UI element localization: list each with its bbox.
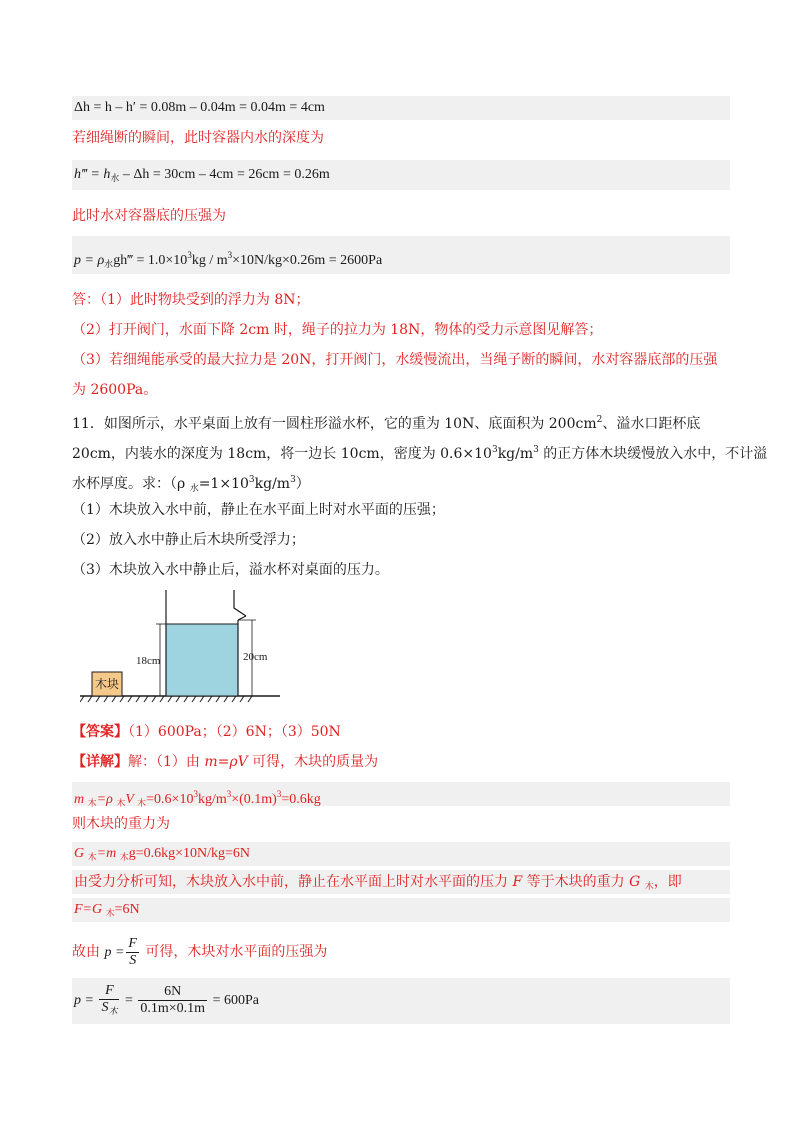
q11-b1: 20cm，内装水的深度为 18cm，将一边长 10cm，密度为 0.6×10 [72,446,492,462]
overflow-cup-figure [80,588,280,708]
pi-frac-den: S [129,952,137,968]
answer-line [72,722,341,742]
wood-block-label: 木块 [94,677,120,691]
pi-frac-num: F [128,935,137,951]
cup-spout-lip [238,616,246,620]
g-sub2: 木 [119,852,129,862]
m-b: =ρ [96,792,117,807]
pf-frac2 [138,984,207,1017]
pressure-intro: 故由 p = $\frac{F}{S}$ 可得，木块对水平面的压强为 [72,935,328,968]
answer-2: （2）打开阀门，水面下降 2cm 时，绳子的拉力为 18N，物体的受力示意图见解答； [72,322,603,338]
q11-a: 11．如图所示，水平桌面上放有一圆柱形溢水杯，它的重为 10N、底面积为 200cm [72,416,597,432]
pf-num1: F [99,983,119,1000]
g-c: g=0.6kg×10N/kg=6N [128,846,251,861]
m-sup2: 3 [226,789,232,799]
pf-den2: 0.1m×0.1m [140,1001,206,1017]
final-pressure-formula [72,978,730,1024]
gravity-intro: 则木块的重力为 [72,816,170,832]
m-sub3: 木 [137,798,147,808]
m-sup3: 3 [276,789,282,799]
q11-c1: 水杯厚度。求：（ρ [72,476,190,492]
ground-hatch [80,696,252,702]
q11-b-sup1: 3 [491,445,498,455]
pf-frac1 [99,983,119,1019]
m-d: =0.6×10 [146,792,194,807]
force-intro [72,870,730,894]
cup-water [166,624,238,696]
formula-depth-rest: – Δh = 30cm – 4cm = 26cm = 0.26m [119,167,330,182]
question-11-line3 [72,470,310,499]
fi-a: 由受力分析可知，木块放入水中前，静止在水平面上时对水平面的压力 [74,874,513,890]
pf-den1: S [101,999,109,1015]
pi-b: 可得，木块对水平面的压强为 [140,944,328,960]
fp-sup: 3 [187,250,192,260]
question-11-line1 [72,410,700,434]
answer-1: 答：（1）此时物块受到的浮力为 8N； [72,292,310,308]
q11-c-sup: 3 [248,475,255,485]
pf-num2: 6N [138,984,207,1001]
fp-a: p = ρ [74,253,105,268]
fi-b: 等于木块的重力 [522,874,630,890]
detail-a: 解：（1）由 [128,754,205,770]
q11-a-end: 、溢水口距杯底 [602,416,701,432]
m-f: ×(0.1m) [231,792,277,807]
dim-18-label: 18cm [136,655,161,667]
g-a: G [74,846,88,861]
pf-end: = 600Pa [209,993,259,1008]
q11-b3: 的正方体木块缓慢放入水中，不计溢 [538,446,768,462]
formula-delta-h [72,96,730,120]
q11-b-sup2: 3 [533,445,539,455]
fi-sub: 木 [644,882,654,892]
m-g: =0.6kg [281,792,321,807]
f-b: =6N [114,902,140,917]
sub-question-1: （1）木块放入水中前，静止在水平面上时对水平面的压强； [72,502,445,518]
sub-question-2: （2）放入水中静止后木块所受浮力； [72,532,305,548]
fp-sub: 水 [104,259,114,269]
pi-a: 故由 [72,944,105,960]
formula-depth [72,160,730,190]
pf-a: p = [74,993,98,1008]
formula-depth-a: h‴ = h [74,167,111,182]
pf-mid: = [121,993,137,1008]
gravity-formula [72,842,730,866]
fp-b: gh‴ = 1.0×10 [113,253,188,268]
q11-c-sub: 水 [189,484,199,494]
m-c: V [125,792,138,807]
cup-spout [234,590,246,616]
q11-c3: kg/m [254,476,291,492]
answer-label: 【答案】 [72,724,128,740]
fp-c: kg / m [191,253,228,268]
pf-den1-sub: 木 [108,1005,118,1016]
fp-sup2: 3 [227,250,233,260]
fi-G: G [629,874,645,890]
text-pressure-intro: 此时水对容器底的压强为 [72,208,226,224]
formula-pressure [72,236,730,274]
m-sub: 木 [87,798,97,808]
pi-frac [126,936,139,969]
question-11-line2 [72,440,767,464]
m-e: kg/m [197,792,227,807]
m-a: m [74,792,88,807]
fi-F: F [512,874,523,890]
mass-formula [72,782,730,806]
fi-c: ，即 [653,874,682,890]
detail-line [72,752,378,772]
detail-b: m=ρV [204,754,248,770]
m-sub2: 木 [116,798,126,808]
formula-delta-h-text: Δh = h – h′ = 0.08m – 0.04m = 0.04m = 4cm [74,100,325,115]
answer-3-cont: 为 2600Pa。 [72,382,158,398]
sub-question-3: （3）木块放入水中静止后，溢水杯对桌面的压力。 [72,562,389,578]
q11-c-sup2: 3 [290,475,296,485]
g-sub: 木 [87,852,97,862]
f-sub: 木 [105,908,115,918]
q11-c4: ） [295,476,310,492]
text-rope-break-depth: 若细绳断的瞬间，此时容器内水的深度为 [72,130,324,146]
answer-text: （1）600Pa；（2）6N；（3）50N [128,724,341,740]
q11-b2: kg/m [497,446,534,462]
fp-d: ×10N/kg×0.26m = 2600Pa [232,253,383,268]
q11-a-sup: 2 [596,415,603,425]
answer-3: （3）若细绳能承受的最大拉力是 20N，打开阀门，水缓慢流出，当绳子断的瞬间，水对容器底部的压强 [72,352,718,368]
q11-c2: =1×10 [198,476,249,492]
detail-c: 可得，木块的质量为 [247,754,379,770]
formula-depth-sub: 水 [110,173,120,183]
g-b: =m [96,846,120,861]
m-sup: 3 [193,789,198,799]
detail-label: 【详解】 [72,754,128,770]
pf-den1-wrap [99,1000,119,1019]
dim-20-label: 20cm [243,651,268,663]
force-formula [72,898,730,922]
f-a: F=G [74,902,106,917]
